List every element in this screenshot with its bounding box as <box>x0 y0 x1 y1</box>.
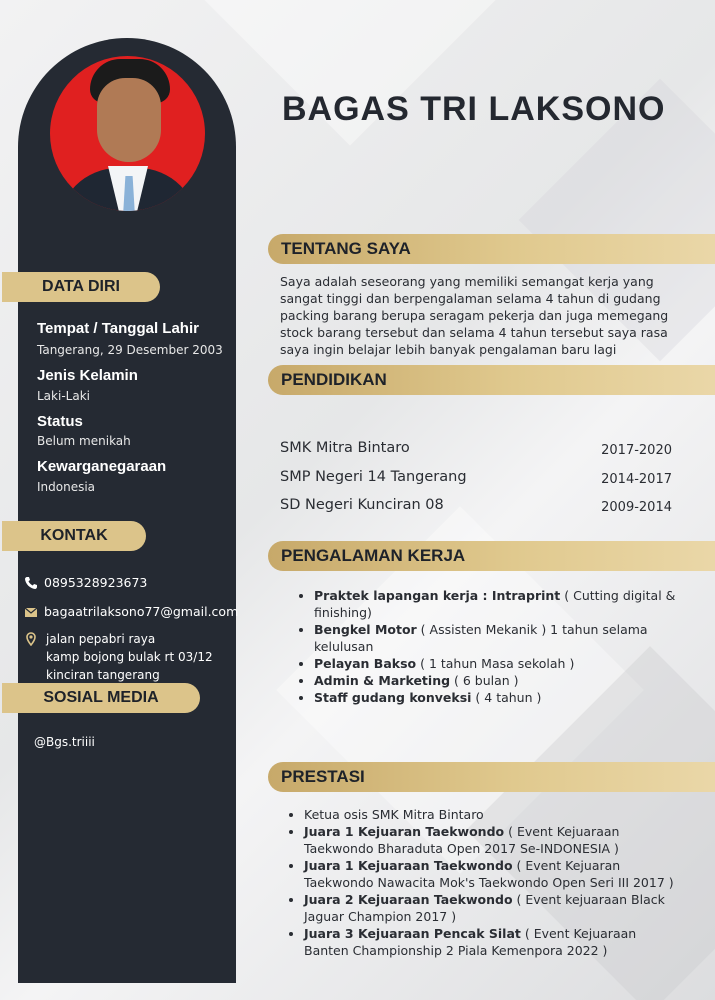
nationality-value: Indonesia <box>37 480 96 494</box>
education-item <box>280 497 672 515</box>
birth-value: Tangerang, 29 Desember 2003 <box>37 343 223 357</box>
email-address[interactable]: bagaatrilaksono77@gmail.com <box>44 604 239 619</box>
email-row <box>24 604 238 619</box>
candidate-name: BAGAS TRI LAKSONO <box>282 90 666 128</box>
profile-photo <box>50 56 205 211</box>
social-handle[interactable]: @Bgs.triiii <box>34 735 95 749</box>
about-text: Saya adalah seseorang yang memiliki semangat kerja yang sangat tinggi dan berpengalaman selama 4 tahun di gudang packing barang berupa seragam pekerja dan juga memegang stock barang tersebut dan selama 4 tahun tersebut saya rasa saya ingin belajar lebih banyak pengalaman baru lagi <box>280 274 669 357</box>
gender-value: Laki-Laki <box>37 389 90 403</box>
list-item: • Pelayan Bakso ( 1 tahun Masa sekolah ) <box>314 655 684 672</box>
status-value: Belum menikah <box>37 434 131 448</box>
achievement-list <box>286 806 684 959</box>
address-row <box>24 631 44 646</box>
school-years: 2014-2017 <box>601 472 672 487</box>
experience-list <box>296 587 684 706</box>
pendidikan-heading: PENDIDIKAN <box>268 365 715 395</box>
education-item <box>280 469 672 487</box>
location-pin-icon <box>24 632 38 646</box>
list-item: • Praktek lapangan kerja : Intraprint ( Cutting digital & finishing) <box>314 587 684 621</box>
list-item: • Bengkel Motor ( Assisten Mekanik ) 1 tahun selama kelulusan <box>314 621 684 655</box>
list-item: • Admin & Marketing ( 6 bulan ) <box>314 672 684 689</box>
list-item: • Juara 1 Kejuaraan Taekwondo ( Event Kejuaran Taekwondo Nawacita Mok's Taekwondo Open Seri III 2017 ) <box>304 857 684 891</box>
kontak-heading: KONTAK <box>2 521 146 551</box>
phone-row <box>24 575 147 590</box>
list-item: • Juara 2 Kejuaraan Taekwondo ( Event kejuaraan Black Jaguar Champion 2017 ) <box>304 891 684 925</box>
school-name: SD Negeri Kunciran 08 <box>280 497 444 513</box>
education-item <box>280 440 672 458</box>
nationality-label: Kewarganegaraan <box>37 458 167 475</box>
data-diri-heading: DATA DIRI <box>2 272 160 302</box>
birth-label: Tempat / Tanggal Lahir <box>37 320 199 337</box>
list-item: • Staff gudang konveksi ( 4 tahun ) <box>314 689 684 706</box>
mail-icon <box>24 605 38 619</box>
status-label: Status <box>37 413 83 430</box>
tentang-saya-heading: TENTANG SAYA <box>268 234 715 264</box>
phone-icon <box>24 576 38 590</box>
list-item: • Juara 1 Kejuaran Taekwondo ( Event Kejuaraan Taekwondo Bharaduta Open 2017 Se-INDONESIA ) <box>304 823 684 857</box>
school-years: 2009-2014 <box>601 500 672 515</box>
gender-label: Jenis Kelamin <box>37 367 138 384</box>
school-name: SMK Mitra Bintaro <box>280 440 410 456</box>
school-name: SMP Negeri 14 Tangerang <box>280 469 467 485</box>
address-line-3: kinciran tangerang <box>46 668 160 682</box>
address-line-1: jalan pepabri raya <box>46 632 156 646</box>
prestasi-heading: PRESTASI <box>268 762 715 792</box>
phone-number[interactable]: 0895328923673 <box>44 575 148 590</box>
pengalaman-kerja-heading: PENGALAMAN KERJA <box>268 541 715 571</box>
list-item: • Juara 3 Kejuaraan Pencak Silat ( Event Kejuaraan Banten Championship 2 Piala Kemenpora 2022 ) <box>304 925 684 959</box>
address-line-2: kamp bojong bulak rt 03/12 <box>46 650 213 664</box>
list-item: • Ketua osis SMK Mitra Bintaro <box>304 806 684 823</box>
sosial-media-heading: SOSIAL MEDIA <box>2 683 200 713</box>
school-years: 2017-2020 <box>601 443 672 458</box>
